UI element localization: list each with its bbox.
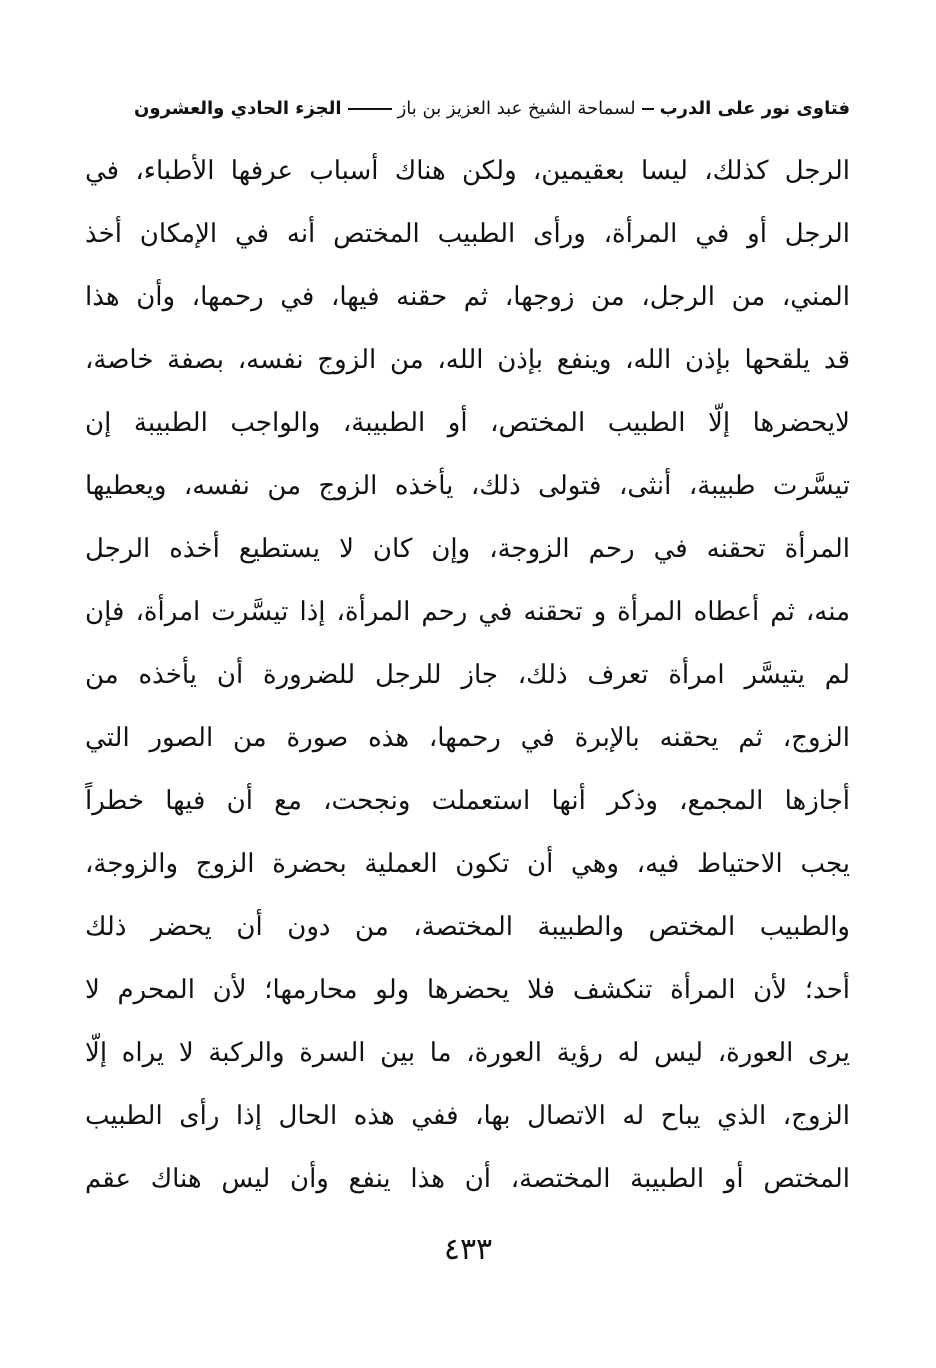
text-line: المني، من الرجل، من زوجها، ثم حقنه فيها، في رحمها، وأن هذا	[85, 282, 850, 312]
text-line: أجازها المجمع، وذكر أنها استعملت ونجحت، مع أن فيها خطراً	[85, 786, 850, 816]
text-line: والطبيب المختص والطبيبة المختصة، من دون أن يحضر ذلك	[85, 912, 850, 942]
running-header	[90, 92, 850, 126]
text-line: المختص أو الطبيبة المختصة، أن هذا ينفع وأن ليس هناك عقم	[85, 1164, 850, 1194]
text-line: تيسَّرت طبيبة، أنثى، فتولى ذلك، يأخذه الزوج من نفسه، ويعطيها	[85, 471, 850, 501]
header-separator-long	[348, 108, 392, 110]
text-line: الرجل كذلك، ليسا بعقيمين، ولكن هناك أسباب عرفها الأطباء، في	[85, 156, 850, 186]
text-line: لايحضرها إلّا الطبيب المختص، أو الطبيبة، والواجب الطبيبة إن	[85, 408, 850, 438]
author-name: لسماحة الشيخ عبد العزيز بن باز	[397, 98, 636, 119]
text-line: الزوج، الذي يباح له الاتصال بها، ففي هذه الحال إذا رأى الطبيب	[85, 1101, 850, 1131]
text-line: يرى العورة، ليس له رؤية العورة، ما بين السرة والركبة لا يراه إلّا	[85, 1038, 850, 1068]
volume-title: الجزء الحادي والعشرون	[134, 98, 342, 119]
header-separator-short	[642, 108, 654, 110]
text-line: الرجل أو في المرأة، ورأى الطبيب المختص أنه في الإمكان أخذ	[85, 219, 850, 249]
body-text	[85, 140, 850, 1211]
text-line: يجب الاحتياط فيه، وهي أن تكون العملية بحضرة الزوج والزوجة،	[85, 849, 850, 879]
text-line: لم يتيسَّر امرأة تعرف ذلك، جاز للرجل للضرورة أن يأخذه من	[85, 660, 850, 690]
text-line: منه، ثم أعطاه المرأة و تحقنه في رحم المرأة، إذا تيسَّرت امرأة، فإن	[85, 597, 850, 627]
text-line: قد يلقحها بإذن الله، وينفع بإذن الله، من الزوج نفسه، بصفة خاصة،	[85, 345, 850, 375]
text-line: المرأة تحقنه في رحم الزوجة، وإن كان لا يستطيع أخذه الرجل	[85, 534, 850, 564]
book-title: فتاوى نور على الدرب	[659, 98, 850, 119]
text-line: أحد؛ لأن المرأة تنكشف فلا يحضرها ولو محارمها؛ لأن المحرم لا	[85, 975, 850, 1005]
text-line: الزوج، ثم يحقنه بالإبرة في رحمها، هذه صورة من الصور التي	[85, 723, 850, 753]
page-number: ٤٣٣	[443, 1232, 493, 1267]
